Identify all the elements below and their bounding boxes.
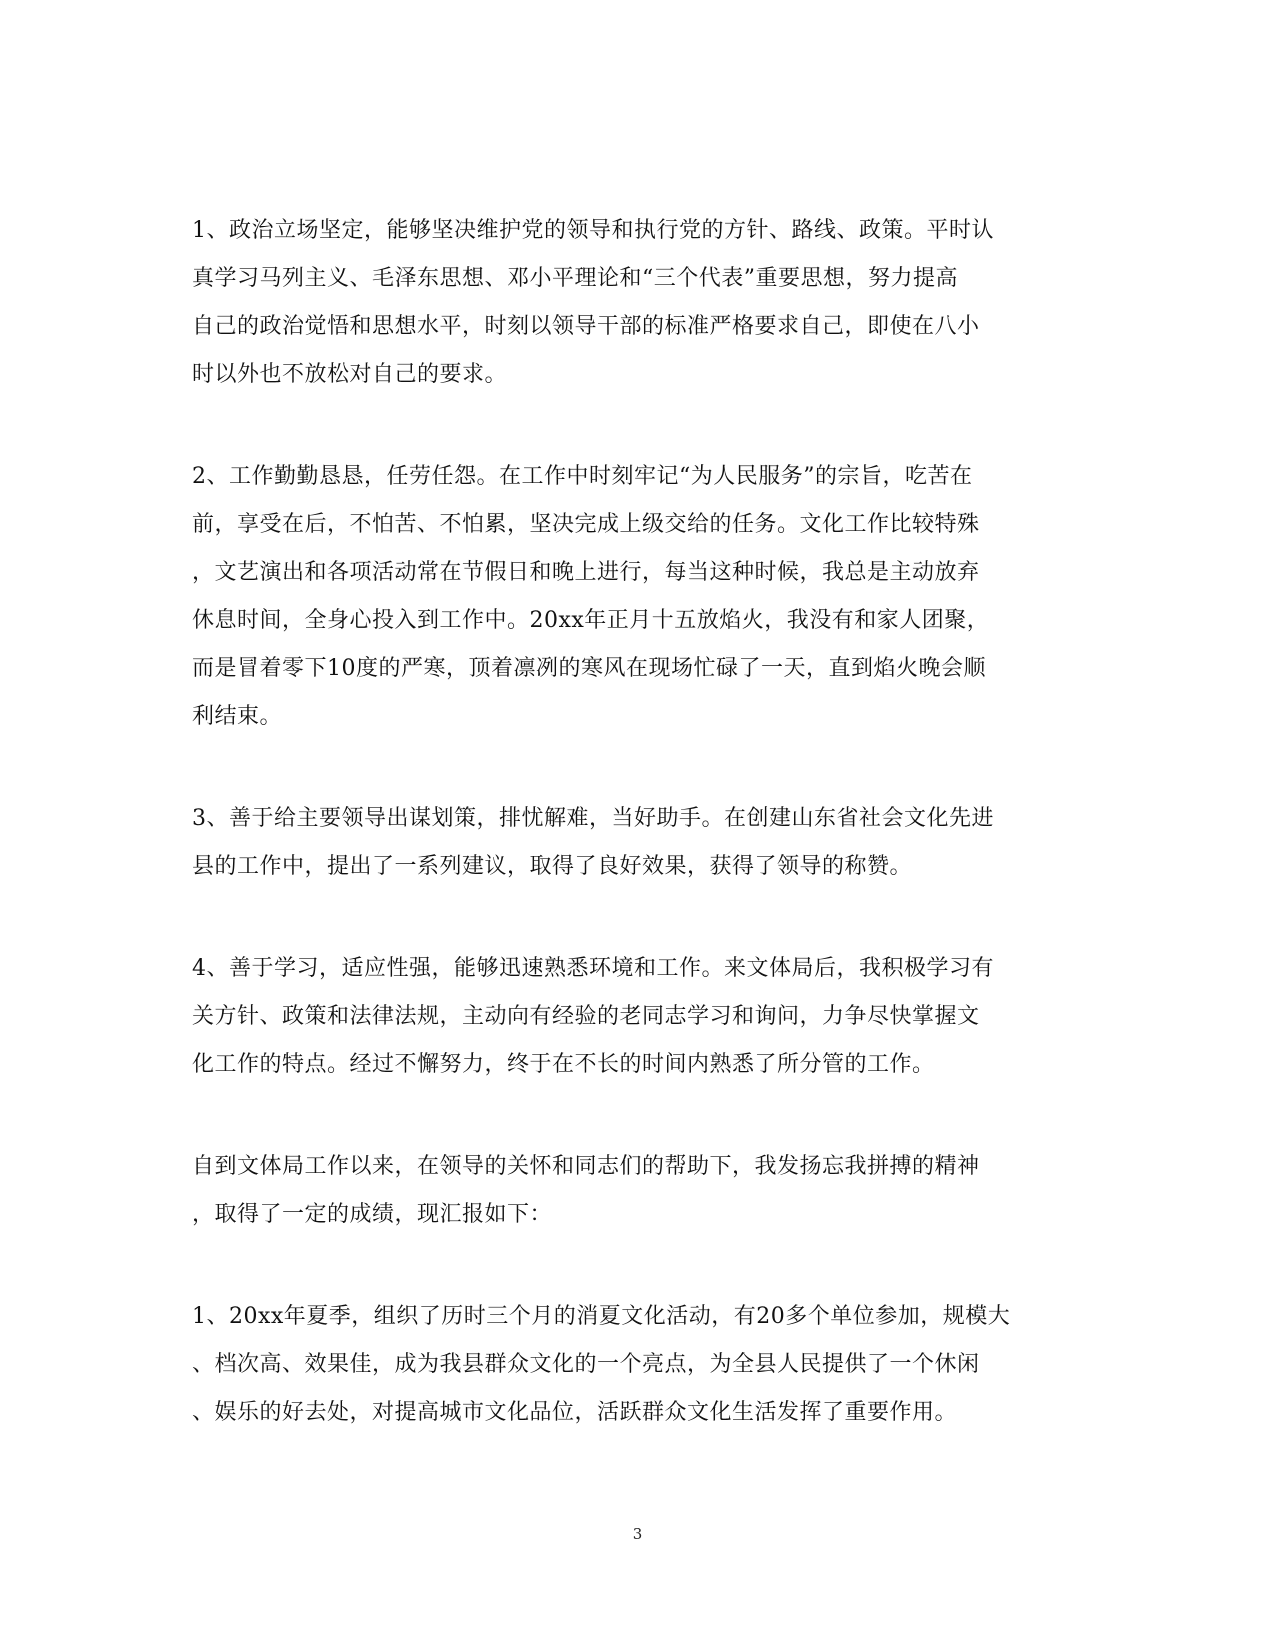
text-line: 利结束。 [192, 704, 283, 729]
page-number: 3 [632, 1525, 643, 1543]
paragraph-6 [192, 1293, 1087, 1437]
text-line: 1、政治立场坚定，能够坚决维护党的领导和执行党的方针、路线、政策。平时认 [192, 218, 994, 243]
text-line: 县的工作中，提出了一系列建议，取得了良好效果，获得了领导的称赞。 [192, 854, 913, 879]
text-line: 自到文体局工作以来，在领导的关怀和同志们的帮助下，我发扬忘我拼搏的精神 [192, 1154, 980, 1179]
paragraph-3 [192, 795, 1087, 891]
paragraph-4 [192, 945, 1087, 1089]
text-line: 关方针、政策和法律法规，主动向有经验的老同志学习和询问，力争尽快掌握文 [192, 1004, 980, 1029]
text-line: 、娱乐的好去处，对提高城市文化品位，活跃群众文化生活发挥了重要作用。 [192, 1400, 958, 1425]
text-line: 3、善于给主要领导出谋划策，排忧解难，当好助手。在创建山东省社会文化先进 [192, 806, 994, 831]
text-line: 化工作的特点。经过不懈努力，终于在不长的时间内熟悉了所分管的工作。 [192, 1052, 935, 1077]
text-line: 2、工作勤勤恳恳，任劳任怨。在工作中时刻牢记“为人民服务”的宗旨，吃苦在 [192, 464, 973, 489]
text-line: ，文艺演出和各项活动常在节假日和晚上进行，每当这种时候，我总是主动放弃 [192, 560, 980, 585]
paragraph-5 [192, 1143, 1087, 1239]
text-line: ，取得了一定的成绩，现汇报如下： [192, 1202, 553, 1227]
text-line: 休息时间，全身心投入到工作中。20xx年正月十五放焰火，我没有和家人团聚， [192, 608, 990, 633]
text-line: 4、善于学习，适应性强，能够迅速熟悉环境和工作。来文体局后，我积极学习有 [192, 956, 994, 981]
text-line: 、档次高、效果佳，成为我县群众文化的一个亮点，为全县人民提供了一个休闲 [192, 1352, 980, 1377]
document-body [192, 207, 1087, 1491]
paragraph-1 [192, 207, 1087, 399]
text-line: 前，享受在后，不怕苦、不怕累，坚决完成上级交给的任务。文化工作比较特殊 [192, 512, 980, 537]
text-line: 1、20xx年夏季，组织了历时三个月的消夏文化活动，有20多个单位参加，规模大 [192, 1304, 1011, 1329]
text-line: 自己的政治觉悟和思想水平，时刻以领导干部的标准严格要求自己，即使在八小 [192, 314, 980, 339]
text-line: 而是冒着零下10度的严寒，顶着凛冽的寒风在现场忙碌了一天，直到焰火晚会顺 [192, 656, 986, 681]
text-line: 时以外也不放松对自己的要求。 [192, 362, 508, 387]
paragraph-2 [192, 453, 1087, 741]
text-line: 真学习马列主义、毛泽东思想、邓小平理论和“三个代表”重要思想，努力提高 [192, 266, 958, 291]
